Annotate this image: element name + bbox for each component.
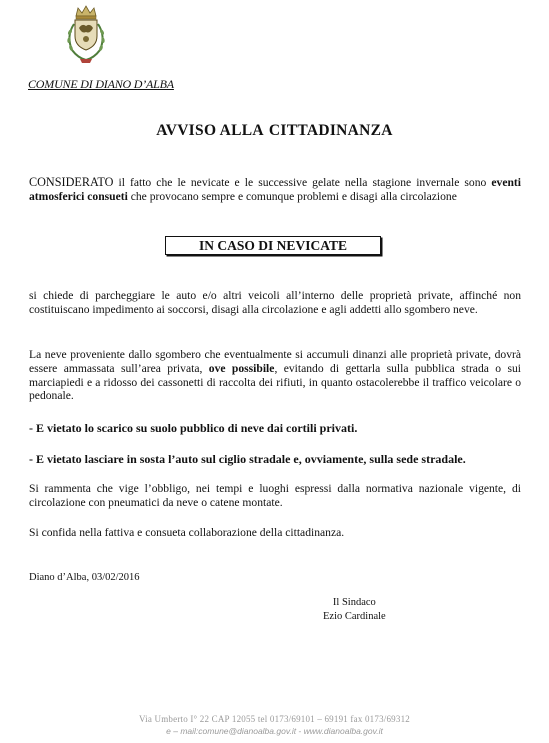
signature-role: Il Sindaco bbox=[332, 597, 376, 608]
snow-text-2: , evitando di gettarla sulla pubblica strada o sui marciapiedi e a ridosso dei cassonetti di raccolta dei rifiuti, in quanto ostacolerebbe il traffico veicolare o pedonale. bbox=[29, 361, 522, 403]
footer-contacts: e – mail:comune@dianoalba.gov.it - www.dianoalba.gov.it bbox=[166, 726, 383, 736]
intro-paragraph bbox=[29, 176, 521, 204]
municipal-crest bbox=[62, 4, 110, 66]
municipality-name: COMUNE DI DIANO D’ALBA bbox=[28, 77, 174, 91]
parking-paragraph: si chiede di parcheggiare le auto e/o altri veicoli all’interno delle proprietà private, affinché non costituiscano impedimento ai soccorsi, disagi alla circolazione e agli addetti allo sgombero neve. bbox=[29, 289, 521, 316]
intro-emphasis: eventi atmosferici consueti bbox=[29, 176, 521, 203]
signature-name: Ezio Cardinale bbox=[323, 611, 386, 622]
intro-text-2: che provocano sempre e comunque problemi e disagi alla circolazione bbox=[127, 189, 457, 203]
notice-title-part1: AVVISO ALLA bbox=[156, 122, 264, 139]
boxed-heading: IN CASO DI NEVICATE bbox=[165, 236, 381, 255]
notice-title-part2: CITTADINANZA bbox=[268, 122, 393, 139]
prohibition-rule: - E vietato lo scarico su suolo pubblico di neve dai cortili privati. bbox=[29, 421, 358, 435]
intro-lead-word: CONSIDERATO bbox=[29, 175, 114, 189]
intro-text-1: il fatto che le nevicate e le successive gelate nella stagione invernale sono bbox=[113, 176, 492, 189]
municipal-coat-of-arms-icon bbox=[62, 4, 110, 66]
place-date: Diano d’Alba, 03/02/2016 bbox=[29, 572, 140, 583]
signature-block bbox=[323, 596, 386, 624]
snow-disposal-paragraph bbox=[29, 348, 521, 403]
footer-address: Via Umberto I° 22 CAP 12055 tel 0173/69101 – 69191 fax 0173/69312 bbox=[139, 714, 410, 724]
closing-paragraph: Si confida nella fattiva e consueta collaborazione della cittadinanza. bbox=[29, 526, 345, 539]
snow-text-1: La neve proveniente dallo sgombero che eventualmente si accumuli dinanzi alle proprietà private, dovrà essere ammassata sull’area privata, bbox=[29, 348, 521, 375]
notice-title bbox=[0, 122, 549, 140]
snow-emphasis: ove possibile bbox=[208, 361, 275, 375]
prohibition-rule: - E vietato lasciare in sosta l’auto sul ciglio stradale e, ovviamente, sulla sede stradale. bbox=[29, 452, 466, 466]
reminder-paragraph: Si rammenta che vige l’obbligo, nei tempi e luoghi espressi dalla normativa nazionale vigente, di circolazione con pneumatici da neve o catene montate. bbox=[29, 482, 521, 509]
